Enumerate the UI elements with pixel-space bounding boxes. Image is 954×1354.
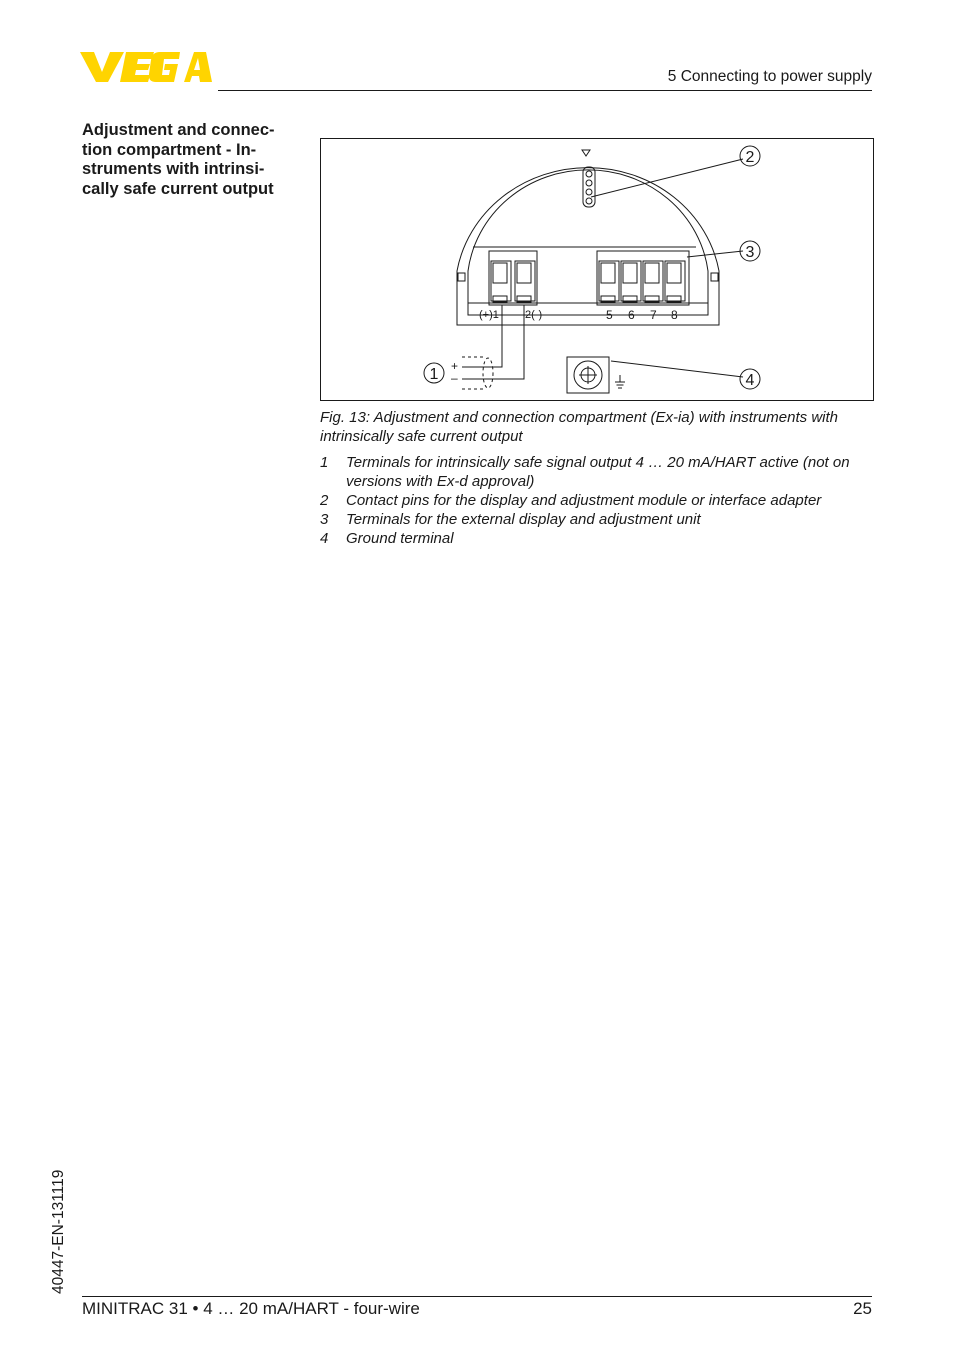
polarity-minus: –: [451, 371, 458, 385]
figure-caption: Fig. 13: Adjustment and connection compartment (Ex-ia) with instruments with intrinsically safe current output: [320, 409, 838, 445]
callout-2: 2: [745, 149, 755, 166]
document-code: 40447-EN-131119: [50, 1169, 67, 1294]
vega-logo: [80, 50, 212, 84]
housing-inner: [468, 170, 708, 315]
legend-text: Ground terminal: [346, 530, 454, 547]
contact-pins: [583, 167, 595, 207]
terminal-label-7: 7: [650, 308, 657, 322]
legend-number: 2: [320, 492, 329, 509]
terminal-label-6: 6: [628, 308, 635, 322]
legend-text: Terminals for intrinsically safe signal output 4 … 20 mA/HART active (not on versions with Ex-d approval): [346, 454, 850, 490]
side-heading-line: cally safe current output: [82, 179, 274, 198]
figure-legend: [320, 453, 880, 548]
legend-number: 1: [320, 454, 329, 471]
section-title: 5 Connecting to power supply: [667, 68, 872, 85]
legend-text: Terminals for the external display and adjustment unit: [346, 511, 701, 528]
terminal-label-5: 5: [606, 308, 613, 322]
legend-item: [320, 529, 880, 548]
legend-text: Contact pins for the display and adjustment module or interface adapter: [346, 492, 822, 509]
page-number: 25: [853, 1299, 872, 1318]
terminal-label-1: (+)1: [479, 309, 499, 321]
terminal-block-signal: [489, 251, 537, 305]
connection-compartment-figure: [320, 138, 874, 401]
side-heading-line: Adjustment and connec-: [82, 121, 275, 139]
polarity-plus: +: [451, 359, 459, 373]
ground-terminal: [567, 357, 625, 393]
legend-item: [320, 453, 880, 491]
compartment-drawing: [321, 139, 875, 402]
terminal-label-8: 8: [671, 308, 678, 322]
legend-item: [320, 510, 880, 529]
side-heading-line: tion compartment - In-: [82, 140, 257, 159]
legend-number: 4: [320, 530, 329, 547]
footer-rule: [82, 1296, 872, 1297]
header-rule: [218, 90, 872, 91]
footer-product: MINITRAC 31 • 4 … 20 mA/HART - four-wire: [82, 1299, 420, 1318]
terminal-block-display: [597, 251, 689, 305]
callout-3: 3: [745, 244, 755, 261]
document-code-container: [50, 1144, 70, 1294]
terminal-label-2: 2(-): [525, 309, 543, 321]
callout-4: 4: [745, 372, 755, 389]
side-heading-line: struments with intrinsi-: [82, 160, 265, 178]
legend-item: [320, 491, 880, 510]
vega-logo-mark: [80, 52, 212, 82]
legend-number: 3: [320, 511, 329, 528]
side-heading: [82, 121, 312, 199]
callout-1: 1: [429, 366, 439, 383]
